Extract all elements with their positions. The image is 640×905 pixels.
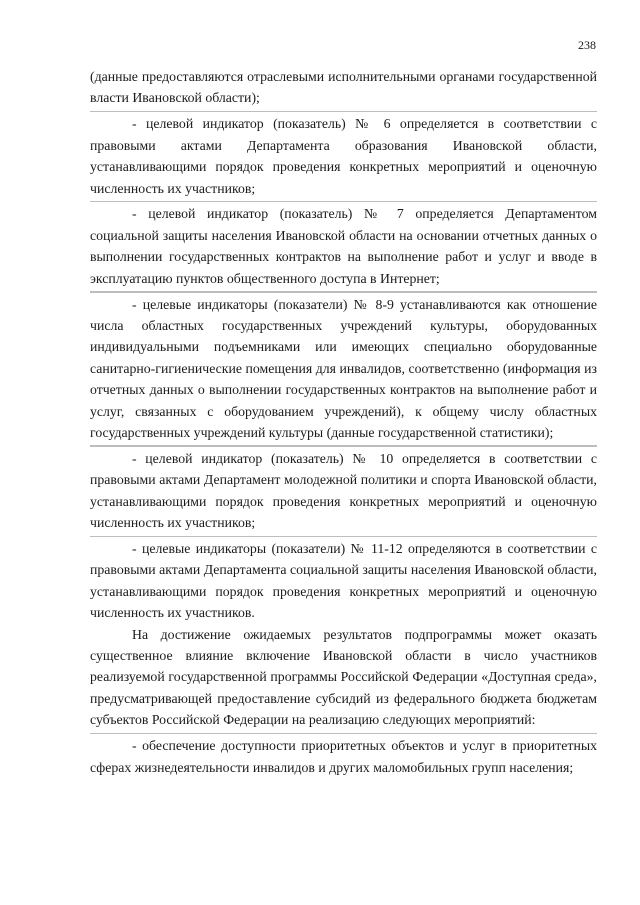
paragraph-separator xyxy=(90,445,597,447)
paragraph-indicator-10: - целевой индикатор (показатель) № 10 определяется в соответствии с правовыми актами Департамент молодежной политики и спорта Ивановской области, устанавливающими порядок проведения конкретных мероприятий и оценочную численность их участников; xyxy=(90,450,597,531)
paragraph-data-source: (данные предоставляются отраслевыми исполнительными органами государственной власти Ивановской области); xyxy=(90,69,597,106)
paragraph-indicator-6: - целевой индикатор (показатель) № 6 определяется в соответствии с правовыми актами Департамента образования Ивановской области, устанавливающими порядок проведения конкретных мероприятий и оценочную численность их участников; xyxy=(90,116,597,196)
page-number: 238 xyxy=(578,38,596,52)
paragraph-separator xyxy=(90,536,597,538)
paragraph-indicators-11-12: - целевые индикаторы (показатели) № 11-12 определяются в соответствии с правовыми актами Департамента социальной защиты населения Ивановской области, устанавливающими порядок проведения конкретных мероприятий и оценочную численность их участников. xyxy=(90,541,597,621)
document-body xyxy=(90,66,597,778)
paragraph-separator xyxy=(90,733,597,735)
paragraph-indicators-8-9: - целевые индикаторы (показатели) № 8-9 устанавливаются как отношение числа областных государственных учреждений культуры, оборудованных индивидуальными подъемниками или имеющих специально оборудованные санитарно-гигиенические помещения для инвалидов, соответственно (информация из отчетных данных о выполнении государственных контрактов на выполнение работ и услуг, связанных с оборудованием учреждений), к общему числу областных государственных учреждений культуры (данные государственной статистики); xyxy=(90,296,597,440)
paragraph-expected-results: На достижение ожидаемых результатов подпрограммы может оказать существенное влияние включение Ивановской области в число участников реализуемой государственной программы Российской Федерации «Доступная среда», предусматривающей предоставление субсидий из федерального бюджета бюджетам субъектов Российской Федерации на реализацию следующих мероприятий: xyxy=(90,626,597,728)
paragraph-separator xyxy=(90,111,597,113)
paragraph-separator xyxy=(90,201,597,203)
paragraph-separator xyxy=(90,291,597,293)
paragraph-accessibility-measure: - обеспечение доступности приоритетных объектов и услуг в приоритетных сферах жизнедеятельности инвалидов и других маломобильных групп населения; xyxy=(90,738,597,775)
paragraph-indicator-7: - целевой индикатор (показатель) № 7 определяется Департаментом социальной защиты населения Ивановской области на основании отчетных данных о выполнении государственных контрактов на выполнение работ и услуг и вводе в эксплуатацию пунктов общественного доступа в Интернет; xyxy=(90,206,597,286)
